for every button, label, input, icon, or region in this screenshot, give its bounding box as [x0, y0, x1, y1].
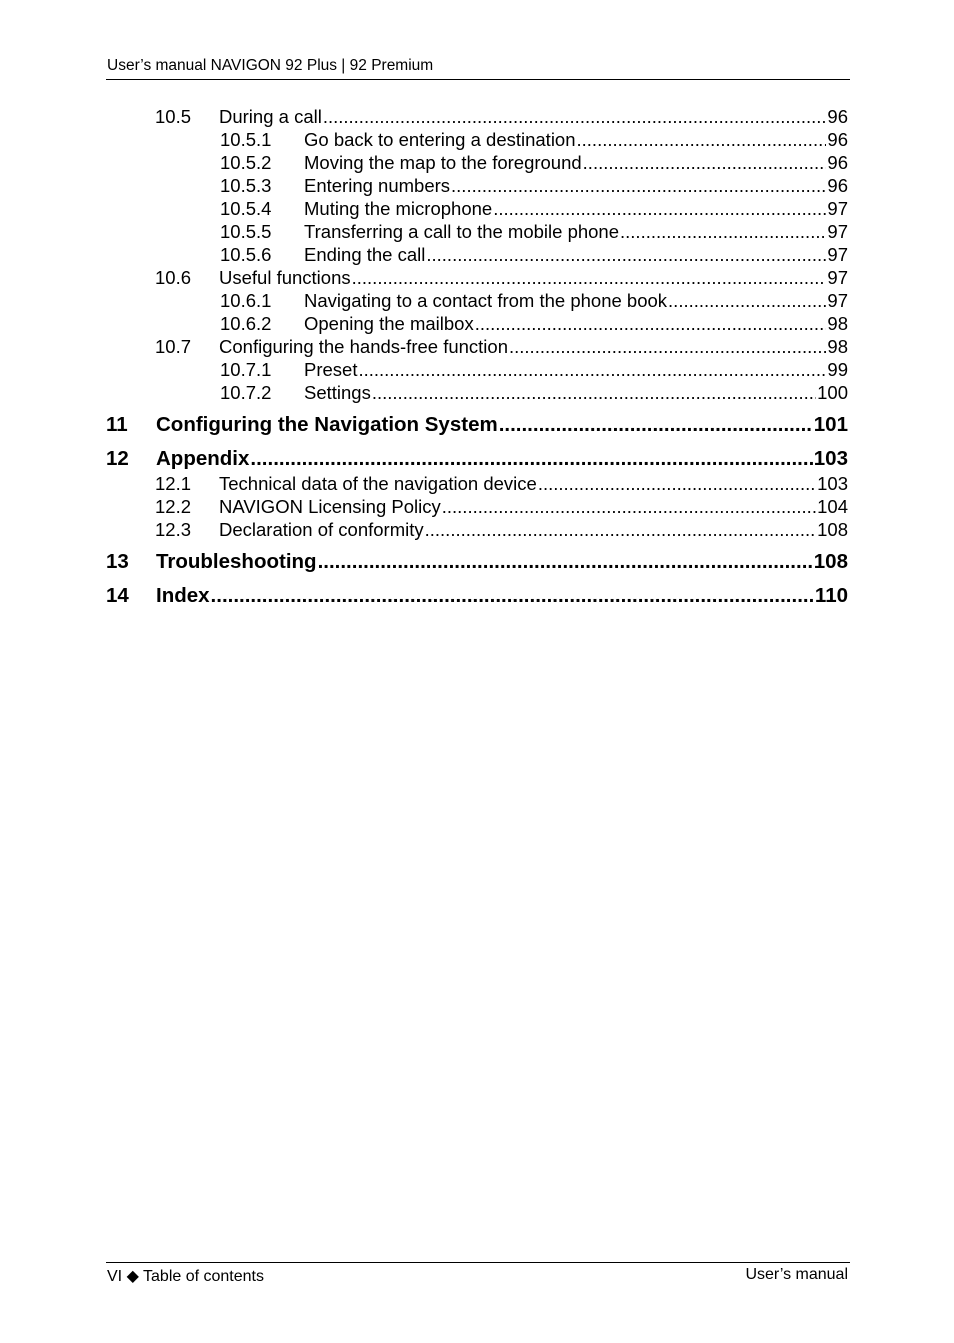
- toc-page: 97: [827, 290, 848, 311]
- toc-entry[interactable]: [106, 472, 848, 495]
- toc-page: 96: [827, 106, 848, 127]
- dot-leader: [668, 289, 826, 312]
- toc-title: Technical data of the navigation device: [219, 473, 537, 494]
- toc-page: 98: [827, 336, 848, 357]
- toc-chapter-entry[interactable]: [106, 446, 848, 472]
- toc-title: Ending the call: [304, 244, 426, 265]
- dot-leader: [493, 197, 826, 220]
- toc-entry[interactable]: [106, 289, 848, 312]
- dot-leader: [538, 472, 816, 495]
- dot-leader: [250, 446, 812, 472]
- dot-leader: [583, 151, 827, 174]
- toc-title: NAVIGON Licensing Policy: [219, 496, 441, 517]
- toc-title: Configuring the Navigation System: [156, 413, 498, 436]
- toc-page: 110: [814, 584, 848, 607]
- toc-page: 104: [817, 496, 848, 517]
- toc-page: 100: [817, 382, 848, 403]
- toc-title: Troubleshooting: [156, 550, 317, 573]
- toc-title: Appendix: [156, 447, 250, 470]
- toc-number: 10.5.4: [220, 198, 272, 219]
- toc-number: 10.6: [155, 267, 192, 288]
- toc-page: 101: [813, 413, 848, 436]
- dot-leader: [475, 312, 827, 335]
- dot-leader: [426, 243, 826, 266]
- toc-entry[interactable]: [106, 197, 848, 220]
- toc-page: 99: [827, 359, 848, 380]
- toc-number: 10.7: [155, 336, 192, 357]
- toc-title: Index: [156, 584, 210, 607]
- footer-section-label: VI ◆ Table of contents: [107, 1268, 264, 1285]
- toc-chapter-entry[interactable]: [106, 583, 848, 609]
- page-footer: [106, 1262, 850, 1285]
- dot-leader: [323, 105, 827, 128]
- toc-page: 97: [827, 267, 848, 288]
- toc-entry[interactable]: [106, 358, 848, 381]
- dot-leader: [499, 412, 813, 438]
- dot-leader: [352, 266, 827, 289]
- toc-entry[interactable]: [106, 312, 848, 335]
- toc-title: Settings: [304, 382, 371, 403]
- toc-page: 103: [817, 473, 848, 494]
- toc-title: Navigating to a contact from the phone book: [304, 290, 668, 311]
- toc-page: 97: [827, 221, 848, 242]
- dot-leader: [425, 518, 817, 541]
- toc-number: 14: [106, 584, 129, 607]
- toc-number: 12.2: [155, 496, 192, 517]
- toc-number: 12: [106, 447, 129, 470]
- toc-page: 96: [827, 152, 848, 173]
- toc-title: During a call: [219, 106, 322, 127]
- toc-page: 108: [813, 550, 848, 573]
- header-text: User’s manual NAVIGON 92 Plus | 92 Premium: [107, 57, 434, 74]
- toc-page: 108: [817, 519, 848, 540]
- dot-leader: [372, 381, 816, 404]
- toc-title: Go back to entering a destination: [304, 129, 576, 150]
- dot-leader: [577, 128, 827, 151]
- toc-page: 98: [827, 313, 848, 334]
- footer-manual-label: User’s manual: [745, 1266, 848, 1283]
- toc-title: Entering numbers: [304, 175, 451, 196]
- toc-number: 11: [106, 413, 128, 436]
- toc-number: 10.5: [155, 106, 192, 127]
- toc-entry[interactable]: [106, 243, 848, 266]
- dot-leader: [620, 220, 826, 243]
- toc-title: Useful functions: [219, 267, 351, 288]
- toc-entry[interactable]: [106, 518, 848, 541]
- dot-leader: [451, 174, 826, 197]
- toc-title: Opening the mailbox: [304, 313, 474, 334]
- toc-entry[interactable]: [106, 266, 848, 289]
- toc-number: 10.5.5: [220, 221, 272, 242]
- toc-entry[interactable]: [106, 174, 848, 197]
- toc-title: Moving the map to the foreground: [304, 152, 582, 173]
- toc-entry[interactable]: [106, 128, 848, 151]
- toc-page: 96: [827, 129, 848, 150]
- toc-page: 97: [827, 244, 848, 265]
- toc-entry[interactable]: [106, 151, 848, 174]
- toc-number: 10.5.1: [220, 129, 272, 150]
- toc-entry[interactable]: [106, 220, 848, 243]
- dot-leader: [442, 495, 816, 518]
- toc-chapter-entry[interactable]: [106, 412, 848, 438]
- toc-title: Configuring the hands-free function: [219, 336, 508, 357]
- toc-number: 10.7.2: [220, 382, 272, 403]
- toc-number: 13: [106, 550, 129, 573]
- toc-number: 10.5.6: [220, 244, 272, 265]
- toc-page: 97: [827, 198, 848, 219]
- page-header: [106, 57, 850, 80]
- toc-number: 10.6.1: [220, 290, 272, 311]
- toc-entry[interactable]: [106, 495, 848, 518]
- toc-page: 103: [813, 447, 848, 470]
- table-of-contents: [106, 105, 848, 609]
- toc-number: 12.3: [155, 519, 192, 540]
- toc-title: Preset: [304, 359, 358, 380]
- toc-number: 10.5.3: [220, 175, 272, 196]
- dot-leader: [318, 549, 813, 575]
- toc-title: Declaration of conformity: [219, 519, 424, 540]
- toc-title: Muting the microphone: [304, 198, 493, 219]
- toc-number: 10.5.2: [220, 152, 272, 173]
- dot-leader: [211, 583, 814, 609]
- dot-leader: [358, 358, 826, 381]
- toc-number: 12.1: [155, 473, 192, 494]
- toc-chapter-entry[interactable]: [106, 549, 848, 575]
- toc-entry[interactable]: [106, 335, 848, 358]
- toc-title: Transferring a call to the mobile phone: [304, 221, 620, 242]
- toc-number: 10.6.2: [220, 313, 272, 334]
- toc-number: 10.7.1: [220, 359, 272, 380]
- toc-entry[interactable]: [106, 105, 848, 128]
- toc-page: 96: [827, 175, 848, 196]
- toc-entry[interactable]: [106, 381, 848, 404]
- dot-leader: [509, 335, 826, 358]
